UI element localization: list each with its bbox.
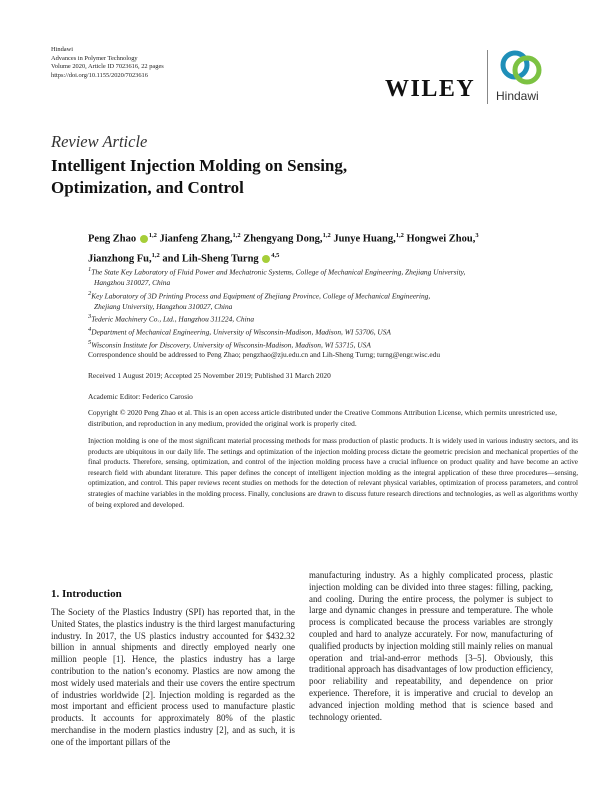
affiliation-line (88, 325, 578, 338)
affiliation-text: Wisconsin Institute for Discovery, University of Wisconsin-Madison, Madison, WI 53715, USA (91, 340, 371, 350)
affiliation-number: 2 (88, 289, 92, 297)
affiliation-text: Key Laboratory of 3D Printing Process and Equipment of Zhejiang Province, College of Mechanical Engineering, (91, 291, 431, 301)
affiliation-line (88, 289, 578, 302)
author-name: Jianfeng Zhang, (159, 233, 233, 245)
wiley-logo: WILEY (385, 76, 476, 102)
orcid-icon[interactable] (262, 255, 270, 263)
correspondence: Correspondence should be addressed to Peng Zhao; pengzhao@zju.edu.cn and Lih-Sheng Turng; turng@engr.wisc.edu (88, 350, 441, 359)
affiliation-number: 4 (88, 326, 92, 334)
author-affiliation-number: 3 (475, 232, 479, 239)
affiliation-number: 3 (88, 313, 92, 321)
author-name: Peng Zhao (88, 233, 137, 245)
body-text: The Society of the Plastics Industry (SPI) has reported that, in the United States, the plastics industry is the third largest manufacturing industry. In 2017, the US plastics industry accounted for $432.32 billion in annual shipments and directly employed nearly one million people [1]. Hence, the plastics industry has a large contribution to the nation’s economy. Plastics are now among the most widely used materials and their use covers the entire spectrum of industries worldwide [2]. Injection molding is regarded as the most important and efficient process used to manufacture plastic products. It accounts for approximately 80% of the plastic merchandise in the modern plastics industry [2], and as such, it is one of the important pillars of the (51, 607, 295, 747)
author-name: and Lih-Sheng Turng (162, 253, 259, 264)
copyright-notice: Copyright © 2020 Peng Zhao et al. This is an open access article distributed under the Creative Commons Attribution License, which permits unrestricted use, distribution, and reproduction in any medium, provided the original work is properly cited. (88, 408, 557, 428)
author-affiliation-number: 1,2 (148, 232, 157, 239)
volume-info: Volume 2020, Article ID 7023616, 22 pages (51, 63, 164, 71)
author-name: Junye Huang, (333, 233, 396, 245)
author-name: Jianzhong Fu, (88, 253, 152, 264)
article-type: Review Article (51, 132, 148, 151)
author-affiliation-number: 4,5 (271, 251, 280, 259)
affiliation-text: Hangzhou 310027, China (94, 278, 171, 288)
body-column-right (309, 570, 553, 723)
author-list (88, 228, 578, 267)
journal-name: Advances in Polymer Technology (51, 54, 138, 62)
author-affiliation-number: 1,2 (151, 251, 160, 259)
body-column-left (51, 588, 295, 749)
hindawi-logo-text: Hindawi (496, 89, 539, 103)
affiliation-number: 1 (88, 266, 92, 273)
title-line: Intelligent Injection Molding on Sensing, (51, 156, 348, 175)
orcid-icon[interactable] (140, 235, 148, 243)
author-affiliation-number: 1,2 (322, 232, 331, 239)
logo-divider (487, 50, 488, 104)
doi-link[interactable]: https://doi.org/10.1155/2020/7023616 (51, 71, 148, 79)
article-dates: Received 1 August 2019; Accepted 25 November 2019; Published 31 March 2020 (88, 371, 331, 380)
body-text: manufacturing industry. As a highly complicated process, plastic injection molding can be divided into three stages: filling, packing, and cooling. During the entire process, the polymer is subject to large and dynamic changes in pressure and temperature. The whole process is complicated because the process variables are strongly coupled and hard to analyze accurately. For now, manufacturing of qualified products by injection molding still mainly relies on manual operation and trial-and-error methods [3–5]. Obviously, this traditional approach has disadvantages of low production efficiency, poor reliability and repeatability, and dependence on prior experience. Therefore, it is imperative and crucial to develop an advanced injection molding method that is science based and technology oriented. (309, 570, 553, 722)
hindawi-logo-icon (498, 48, 544, 88)
author-affiliation-number: 1,2 (395, 232, 404, 239)
author-line (88, 228, 578, 248)
publisher-logos (385, 46, 560, 104)
affiliation-line (88, 278, 578, 289)
affiliation-text: Department of Mechanical Engineering, University of Wisconsin-Madison, Madison, WI 53706, USA (91, 327, 391, 337)
section-heading: 1. Introduction (51, 588, 122, 600)
article-title (51, 155, 491, 198)
affiliation-number: 5 (88, 339, 92, 347)
academic-editor: Academic Editor: Federico Carosio (88, 392, 193, 401)
author-name: Zhengyang Dong, (243, 233, 323, 245)
affiliation-text: Tederic Machinery Co., Ltd., Hangzhou 311224, China (91, 314, 255, 324)
publisher-name: Hindawi (51, 46, 74, 53)
title-line: Optimization, and Control (51, 177, 244, 197)
affiliation-text: The State Key Laboratory of Fluid Power and Mechatronic Systems, College of Mechanical Engineering, Zhejiang University, (91, 267, 466, 277)
affiliation-line (88, 265, 578, 278)
affiliations (88, 265, 578, 352)
publication-info (51, 46, 164, 80)
affiliation-line (88, 302, 578, 313)
affiliation-line (88, 312, 578, 325)
abstract: Injection molding is one of the most significant material processing methods for mass production of plastic products. It is widely used in various industry sectors, and its products are ubiquitous in our daily life. The settings and optimization of the injection molding process dictate the geometric precision and mechanical properties of the final products. Therefore, sensing, optimization, and control of the injection molding process have a crucial influence on product quality and have become an active research field with abundant literature. This paper defines the concept of intelligent injection molding as the integral application of these three procedures—sensing, optimization, and control. This paper reviews recent studies on methods for the detection of relevant physical variables, optimization of process parameters, and control strategies of machine variables in the molding process. Finally, conclusions are drawn to discuss future research directions and technologies, as well as algorithms worthy of being explored and developed. (88, 437, 578, 509)
affiliation-text: Zhejiang University, Hangzhou 310027, China (94, 301, 233, 311)
author-affiliation-number: 1,2 (232, 232, 241, 239)
author-name: Hongwei Zhou, (406, 233, 476, 245)
